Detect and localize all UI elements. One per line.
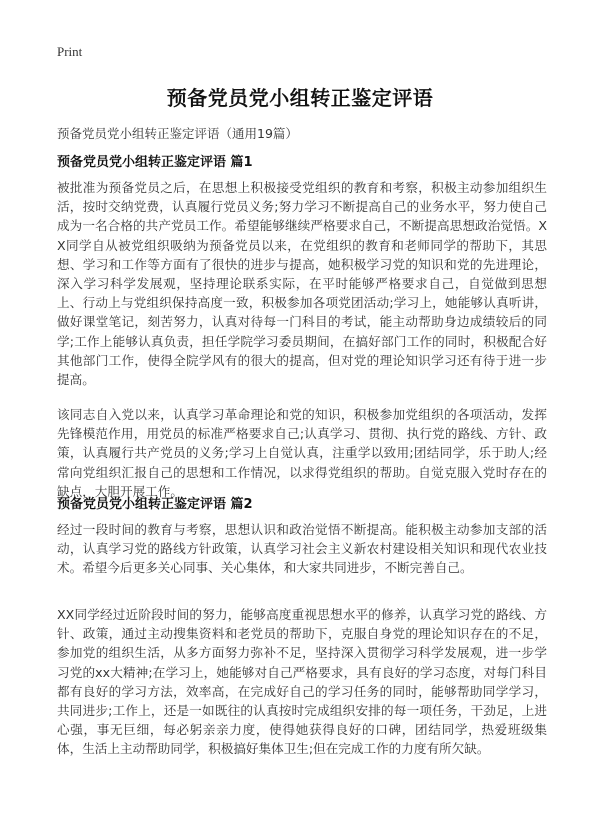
section-heading-2: 预备党员党小组转正鉴定评语 篇2 <box>57 497 253 512</box>
document-subtitle: 预备党员党小组转正鉴定评语（通用19篇） <box>57 126 298 141</box>
section-1-paragraph-2: 该同志自入党以来，认真学习革命理论和党的知识，积极参加党组织的各项活动，发挥先锋模范作用，用党员的标准严格要求自己;认真学习、贯彻、执行党的路线、方针、政策，认真履行共产党员的义务;学习上自觉认真，注重学以致用;团结同学，乐于助人;经常向党组织汇报自己的思想和工作情况，以求得党组织的帮助。自觉克服入党时存在的缺点，大胆开展工作。 <box>57 407 547 499</box>
section-heading-1: 预备党员党小组转正鉴定评语 篇1 <box>57 155 253 170</box>
page-title: 预备党员党小组转正鉴定评语 <box>166 86 434 110</box>
section-1-paragraph-1: 被批准为预备党员之后，在思想上积极接受党组织的教育和考察，积极主动参加组织生活，按时交纳党费，认真履行党员义务;努力学习不断提高自己的业务水平，努力使自己成为一名合格的共产党员工作。希望能够继续严格要求自己，不断提高思想政治觉悟。XX同学自从被党组织吸纳为预备党员以来，在党组织的教育和老师同学的帮助下，其思想、学习和工作等方面有了很快的进步与提高，她积极学习党的知识和党的先进理论，深入学习科学发展观，坚持理论联系实际，在平时能够严格要求自己，自觉做到思想上、行动上与党组织保持高度一致，积极参加各项党团活动;学习上，她能够认真听讲，做好课堂笔记，刻苦努力，认真对待每一门科目的考试，能主动帮助身边成绩较后的同学;工作上能够认真负责，担任学院学习委员期间，在搞好部门工作的同时，积极配合好其他部门工作，使得全院学风有的很大的提高，但对党的理论知识学习还有待于进一步提高。 <box>57 180 547 388</box>
section-2-paragraph-2: XX同学经过近阶段时间的努力，能够高度重视思想水平的修养，认真学习党的路线、方针、政策，通过主动搜集资料和老党员的帮助下，克服自身党的理论知识存在的不足，参加党的组织生活，从多方面努力弥补不足，坚持深入贯彻学习科学发展观，进一步学习党的xx大精神;在学习上，她能够对自己严格要求，具有良好的学习态度，对每门科目都有良好的学习方法，效率高，在完成好自己的学习任务的同时，能够帮助同学学习，共同进步;工作上，还是一如既往的认真按时完成组织安排的每一项任务，干劲足，上进心强，事无巨细，每必躬亲亲力度，使得她获得良好的口碑，团结同学，热爱班级集体，生活上主动帮助同学，积极搞好集体卫生;但在完成工作的力度有所欠缺。 <box>57 607 547 757</box>
print-link[interactable]: Print <box>57 44 83 59</box>
section-2-paragraph-1: 经过一段时间的教育与考察，思想认识和政治觉悟不断提高。能积极主动参加支部的活动，认真学习党的路线方针政策，认真学习社会主义新农村建设相关知识和现代农业技术。希望今后更多关心同事、关心集体，和大家共同进步，不断完善自己。 <box>57 522 547 576</box>
